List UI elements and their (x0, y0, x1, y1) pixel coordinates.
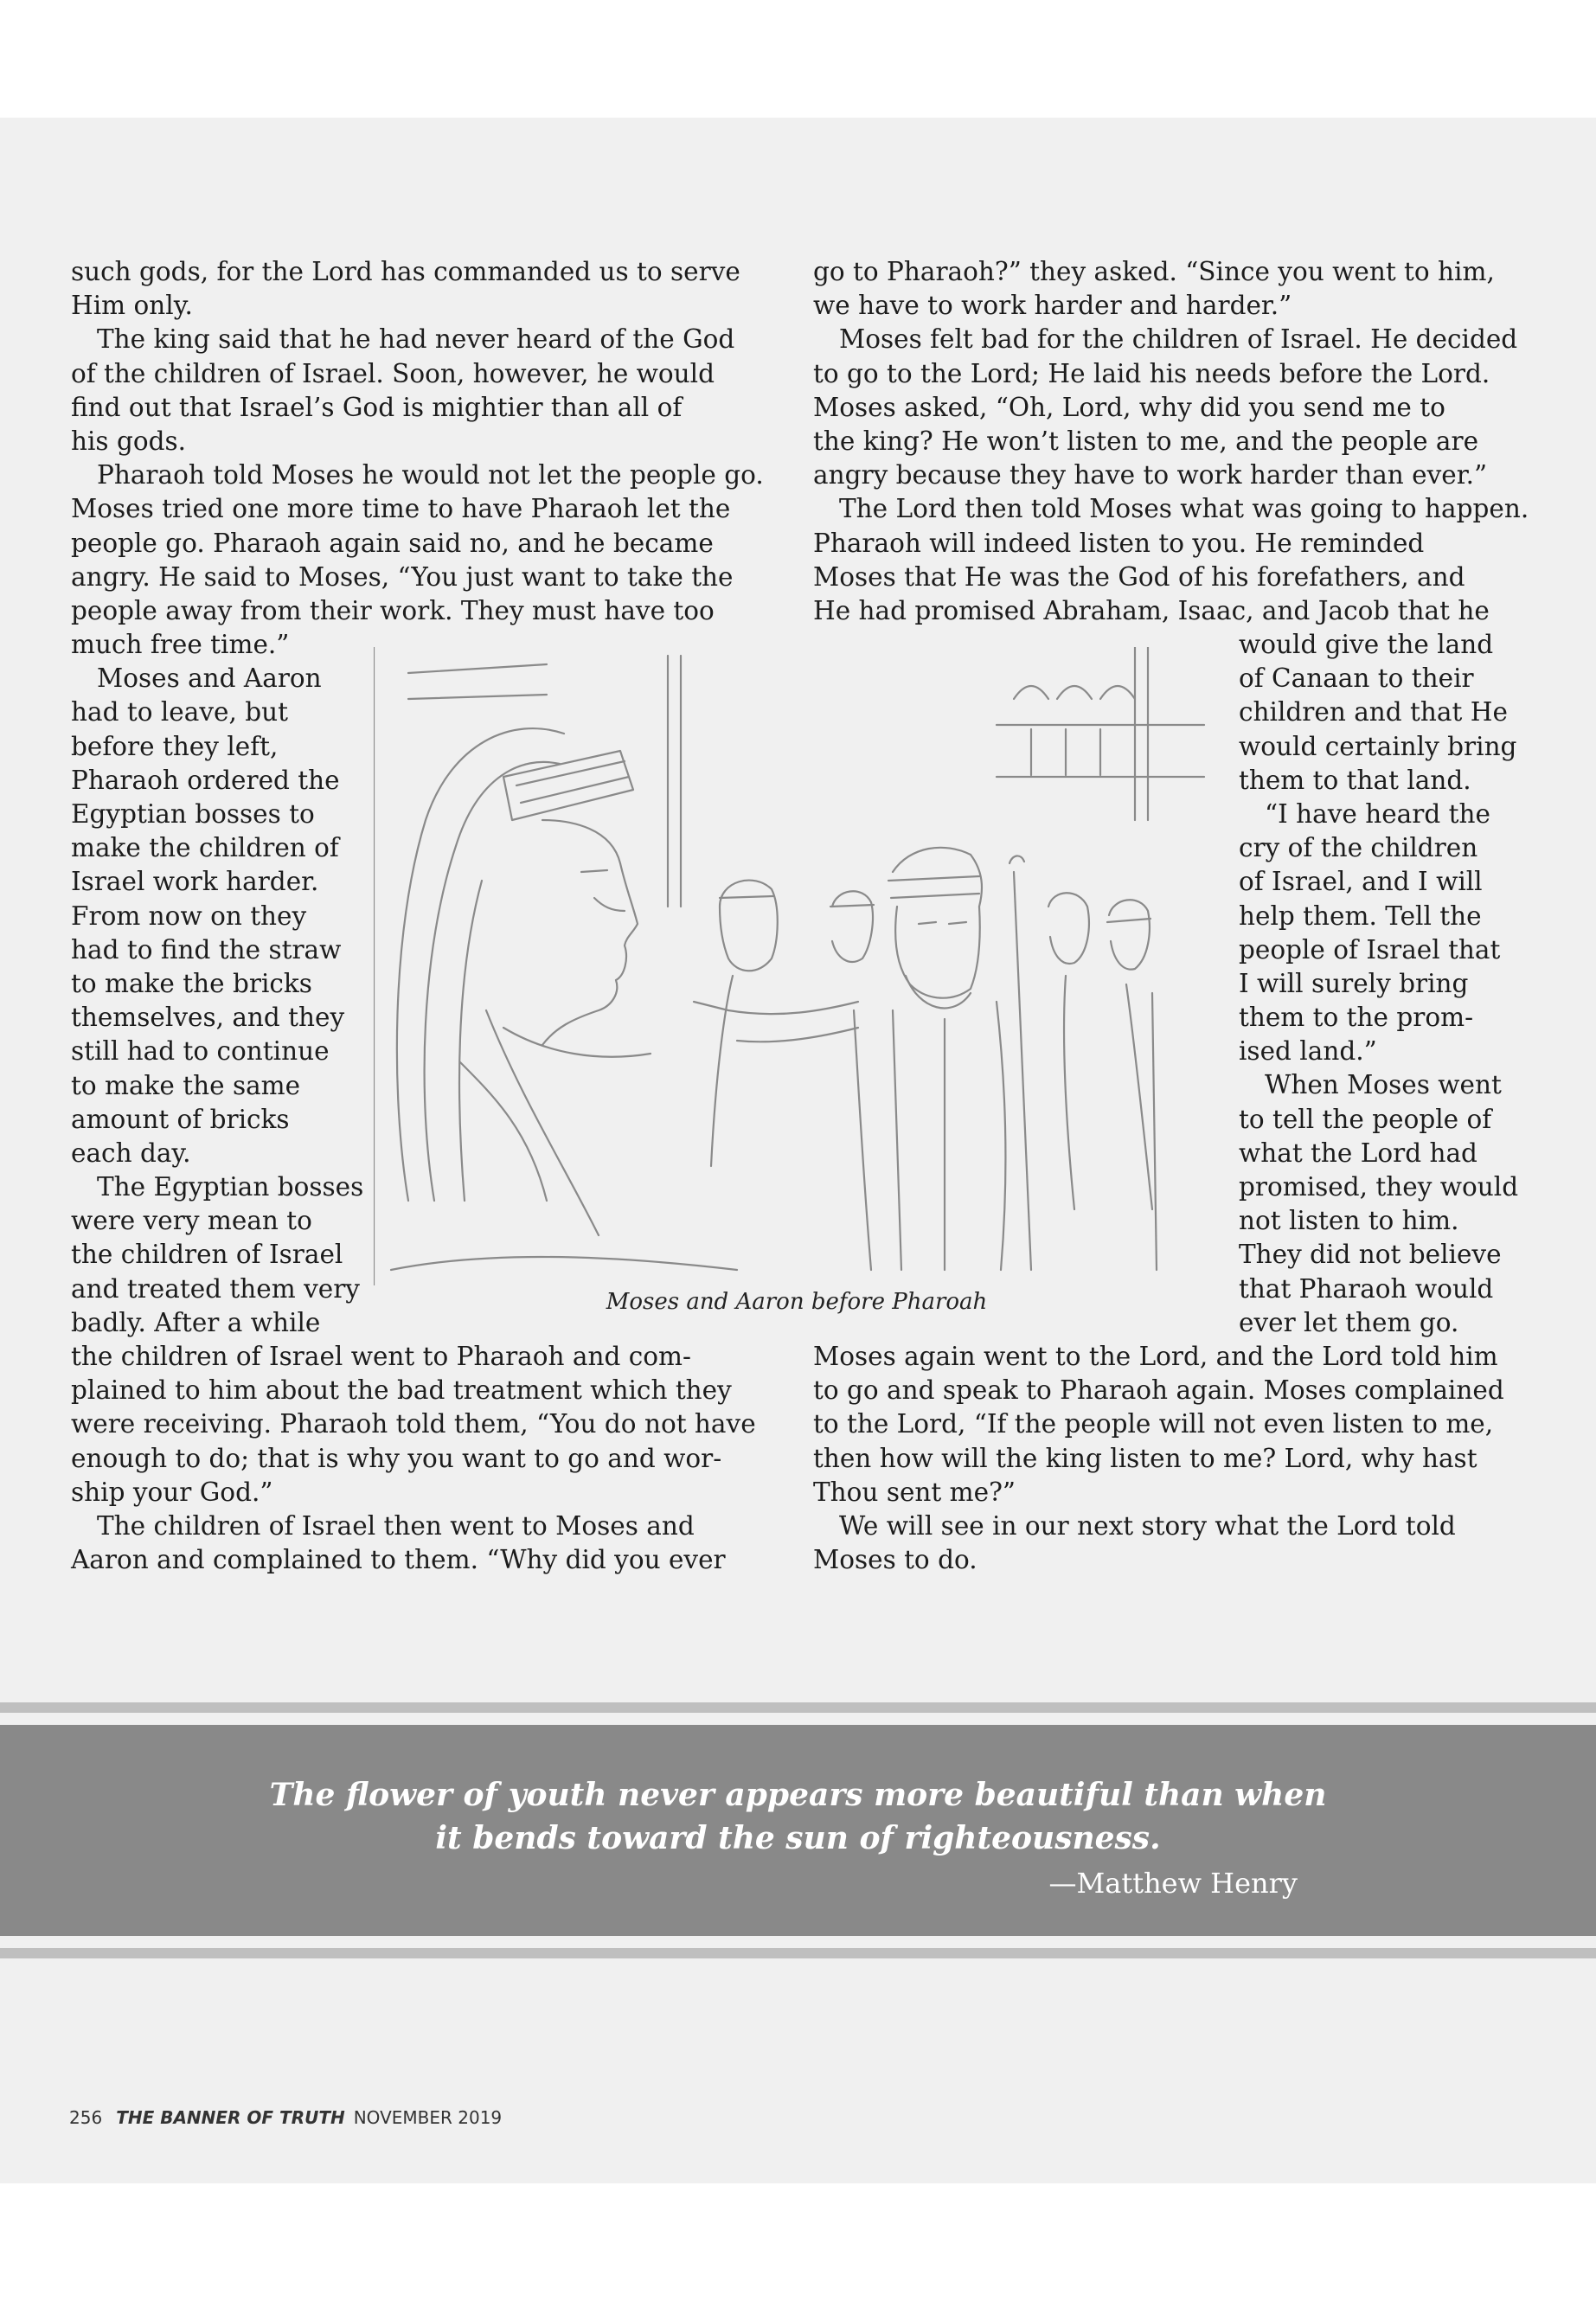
text-line: such gods, for the Lord has commanded us to serve (71, 257, 740, 286)
column-right-bottom (813, 1340, 1504, 1577)
text-line: Thou sent me?” (813, 1477, 1016, 1507)
text-line: the king? He won’t listen to me, and the people are (813, 426, 1479, 456)
text-line: to tell the people of (1239, 1104, 1492, 1134)
text-line: had to find the straw (71, 934, 342, 965)
text-line: Moses asked, “Oh, Lord, why did you send me to (813, 392, 1445, 422)
text-line: people of Israel that (1239, 934, 1501, 965)
quote-bottom-rule (0, 1948, 1596, 1958)
publication-name: THE BANNER OF TRUTH (116, 2107, 345, 2128)
text-line: “I have heard the (1265, 798, 1490, 829)
text-line: had to leave, but (71, 697, 288, 727)
quote-line: it bends toward the sun of righteousness. (435, 1820, 1161, 1856)
text-line: find out that Israel’s God is mightier than all of (71, 392, 683, 422)
text-line: of Canaan to their (1239, 663, 1474, 694)
text-line: to make the same (71, 1070, 301, 1100)
text-line: Aaron and complained to them. “Why did you ever (71, 1545, 726, 1575)
text-line: we have to work harder and harder.” (813, 291, 1292, 321)
text-line: Pharaoh ordered the (71, 765, 340, 795)
text-line: to go to the Lord; He laid his needs before the Lord. (813, 358, 1490, 388)
text-line: much free time.” (71, 630, 290, 660)
text-line: Moses tried one more time to have Pharaoh let the (71, 494, 731, 524)
text-line: angry because they have to work harder than ever.” (813, 460, 1488, 490)
text-line: would certainly bring (1239, 731, 1517, 761)
text-line: angry. He said to Moses, “You just want to take the (71, 561, 734, 592)
text-line: children and that He (1239, 697, 1508, 727)
text-line: Moses that He was the God of his forefathers, and (813, 561, 1465, 592)
text-line: ised land.” (1239, 1036, 1377, 1067)
text-line: cry of the children (1239, 833, 1478, 863)
text-line: would give the land (1239, 630, 1494, 659)
quote-attribution: —Matthew Henry (1048, 1867, 1298, 1900)
text-line: people go. Pharaoh again said no, and he became (71, 528, 714, 558)
text-line: not listen to him. (1239, 1206, 1459, 1236)
text-line: to go and speak to Pharaoh again. Moses complained (813, 1375, 1504, 1406)
text-line: The Lord then told Moses what was going to happen. (839, 494, 1529, 524)
text-line: Moses and Aaron (97, 663, 322, 694)
text-line: what the Lord had (1239, 1138, 1477, 1168)
text-line: ship your God.” (71, 1477, 273, 1507)
text-line: Moses again went to the Lord, and the Lord told him (813, 1342, 1498, 1371)
text-line: and treated them very (71, 1273, 360, 1304)
column-right-top (813, 255, 1529, 628)
moses-aaron-illustration (374, 647, 1220, 1285)
page-footer (69, 2107, 502, 2128)
text-line: Moses felt bad for the children of Israel. He decided (839, 324, 1518, 355)
illustration-caption: Moses and Aaron before Pharoah (606, 1289, 988, 1315)
text-line: were very mean to (71, 1206, 312, 1236)
text-line: They did not believe (1239, 1240, 1502, 1270)
text-line: that Pharaoh would (1239, 1273, 1494, 1304)
text-line: I will surely bring (1239, 968, 1469, 998)
text-line: before they left, (71, 731, 279, 761)
text-line: make the children of (71, 833, 339, 863)
text-line: We will see in our next story what the Lord told (839, 1510, 1456, 1541)
text-line: to the Lord, “If the people will not even listen to me, (813, 1409, 1494, 1439)
text-line: Israel work harder. (71, 867, 319, 897)
quote-top-rule (0, 1702, 1596, 1713)
text-line: his gods. (71, 426, 186, 456)
text-line: Him only. (71, 291, 193, 321)
text-line: the children of Israel went to Pharaoh and com- (71, 1342, 691, 1371)
text-line: themselves, and they (71, 1003, 345, 1033)
text-line: the children of Israel (71, 1240, 343, 1270)
text-line: Moses to do. (813, 1545, 977, 1575)
text-line: Pharaoh will indeed listen to you. He reminded (813, 528, 1425, 558)
text-line: of the children of Israel. Soon, however, he would (71, 358, 715, 388)
text-line: each day. (71, 1138, 191, 1168)
text-line: then how will the king listen to me? Lord, why hast (813, 1443, 1477, 1473)
text-line: go to Pharaoh?” they asked. “Since you went to him, (813, 257, 1495, 286)
text-line: to make the bricks (71, 968, 312, 998)
text-line: amount of bricks (71, 1104, 290, 1134)
text-line: still had to continue (71, 1036, 330, 1067)
text-line: promised, they would (1239, 1172, 1519, 1202)
text-line: help them. Tell the (1239, 901, 1482, 931)
text-line: ever let them go. (1239, 1307, 1459, 1337)
column-right-narrow (1239, 628, 1518, 1340)
text-line: were receiving. Pharaoh told them, “You do not have (71, 1409, 756, 1439)
text-line: plained to him about the bad treatment which they (71, 1375, 732, 1406)
text-line: them to the prom- (1239, 1003, 1474, 1033)
text-line: From now on they (71, 901, 307, 931)
pull-quote (0, 1773, 1596, 1860)
text-line: When Moses went (1265, 1070, 1502, 1100)
text-line: He had promised Abraham, Isaac, and Jacob that he (813, 595, 1490, 625)
text-line: The king said that he had never heard of the God (97, 324, 735, 355)
text-line: Egyptian bosses to (71, 799, 315, 829)
text-line: The Egyptian bosses (97, 1172, 364, 1202)
text-line: people away from their work. They must have too (71, 595, 715, 625)
text-line: them to that land. (1239, 765, 1471, 795)
text-line: The children of Israel then went to Moses and (97, 1510, 695, 1541)
text-line: enough to do; that is why you want to go and wor- (71, 1443, 722, 1473)
issue-date: NOVEMBER 2019 (353, 2107, 503, 2128)
text-line: of Israel, and I will (1239, 867, 1483, 897)
text-line: badly. After a while (71, 1307, 321, 1337)
page-number: 256 (69, 2107, 103, 2128)
quote-line: The flower of youth never appears more beautiful than when (269, 1777, 1327, 1813)
text-line: Pharaoh told Moses he would not let the people go. (97, 460, 764, 490)
